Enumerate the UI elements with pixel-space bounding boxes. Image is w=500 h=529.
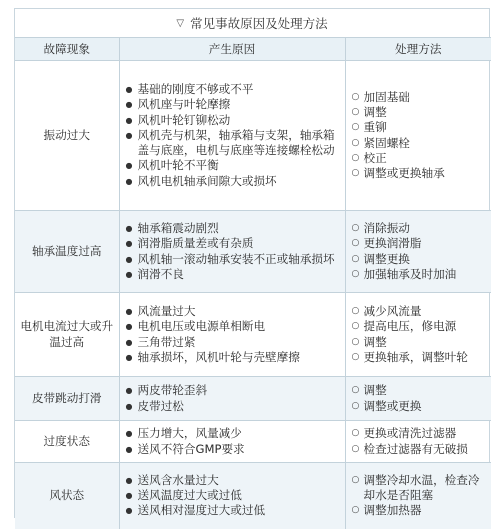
table-row [15,377,491,421]
fix-cell [345,421,491,463]
cause-cell [119,293,345,377]
fault-cell: 轴承温度过高 [15,211,119,293]
fix-item: ○ 调整 [352,105,486,120]
fix-item: ○ 紧固螺栓 [352,136,486,151]
fix-item: ○ 检查过滤器有无破损 [352,442,486,457]
cause-item: ● 两皮带轮歪斜 [126,383,339,398]
fault-table-panel [14,8,490,518]
cause-list [126,473,339,519]
cause-item: ● 轴承箱震动剧烈 [126,221,339,236]
fix-list [352,221,486,282]
cause-item: ● 风机轴一滚动轴承安装不正或轴承损坏 [126,252,339,267]
cause-item: ● 风流量过大 [126,304,339,319]
cause-item: ● 压力增大，风量减少 [126,426,339,441]
cause-item: ● 送风含水量过大 [126,473,339,488]
cause-cell [119,61,345,211]
fix-item: ○ 调整或更换轴承 [352,166,486,181]
table-row [15,211,491,293]
cause-list [126,221,339,282]
fix-item: ○ 调整加热器 [352,503,486,518]
fix-item: ○ 减少风流量 [352,304,486,319]
cause-list [126,426,339,456]
cause-item: ● 送风温度过大或过低 [126,488,339,503]
table-title-bar[interactable] [15,9,489,37]
cause-cell [119,211,345,293]
fix-cell [345,61,491,211]
fix-item: ○ 调整 [352,335,486,350]
fix-item: ○ 校正 [352,151,486,166]
fix-item: ○ 更换或清洗过滤器 [352,426,486,441]
cause-cell [119,421,345,463]
fix-item: ○ 加强轴承及时加油 [352,267,486,282]
fix-cell [345,293,491,377]
table-title: 常见事故原因及处理方法 [190,16,328,31]
fix-cell [345,463,491,529]
table-row [15,463,491,529]
cause-item: ● 轴承损坏，风机叶轮与壳壁摩擦 [126,350,339,365]
cause-item: ● 基础的刚度不够或不平 [126,82,339,97]
fix-item: ○ 调整更换 [352,252,486,267]
fault-cell: 皮带跳动打滑 [15,377,119,421]
header-fault: 故障现象 [15,38,119,61]
fix-list [352,90,486,181]
fault-cell: 风状态 [15,463,119,529]
cause-item: ● 风机叶轮不平衡 [126,158,339,173]
fix-item: ○ 调整 [352,383,486,398]
collapse-triangle-icon[interactable]: ▽ [176,17,185,29]
fix-cell [345,211,491,293]
cause-item: ● 送风相对湿度过大或过低 [126,503,339,518]
cause-item: ● 皮带过松 [126,399,339,414]
fault-table [15,37,491,529]
cause-cell [119,377,345,421]
cause-list [126,383,339,413]
cause-item: ● 润滑脂质量差或有杂质 [126,236,339,251]
cause-item: ● 润滑不良 [126,267,339,282]
table-header-row [15,38,491,61]
cause-item: ● 风机座与叶轮摩擦 [126,97,339,112]
cause-item: ● 电机电压或电源单相断电 [126,319,339,334]
fix-item: ○ 提高电压，修电源 [352,319,486,334]
fix-list [352,304,486,365]
fix-item: ○ 消除振动 [352,221,486,236]
cause-cell [119,463,345,529]
cause-list [126,304,339,365]
header-cause: 产生原因 [119,38,345,61]
fix-item: ○ 更换润滑脂 [352,236,486,251]
fix-item: ○ 更换轴承，调整叶轮 [352,350,486,365]
fault-cell: 电机电流过大或升温过高 [15,293,119,377]
table-row [15,61,491,211]
fix-item: ○ 加固基础 [352,90,486,105]
cause-item: ● 风机叶轮钉铆松动 [126,113,339,128]
fix-list [352,383,486,413]
cause-item: ● 送风不符合GMP要求 [126,442,339,457]
fix-item: ○ 调整冷却水温，检查冷却水是否阻塞 [352,473,486,503]
fix-item: ○ 调整或更换 [352,399,486,414]
fix-list [352,426,486,456]
header-fix: 处理方法 [345,38,491,61]
cause-item: ● 三角带过紧 [126,335,339,350]
fix-list [352,473,486,519]
cause-item: ● 风机壳与机架，轴承箱与支架，轴承箱盖与底座，电机与底座等连接螺栓松动 [126,128,339,158]
fault-cell: 振动过大 [15,61,119,211]
table-row [15,293,491,377]
cause-item: ● 风机电机轴承间隙大或损坏 [126,174,339,189]
cause-list [126,82,339,188]
fix-cell [345,377,491,421]
fault-cell: 过度状态 [15,421,119,463]
fix-item: ○ 重铆 [352,120,486,135]
table-row [15,421,491,463]
